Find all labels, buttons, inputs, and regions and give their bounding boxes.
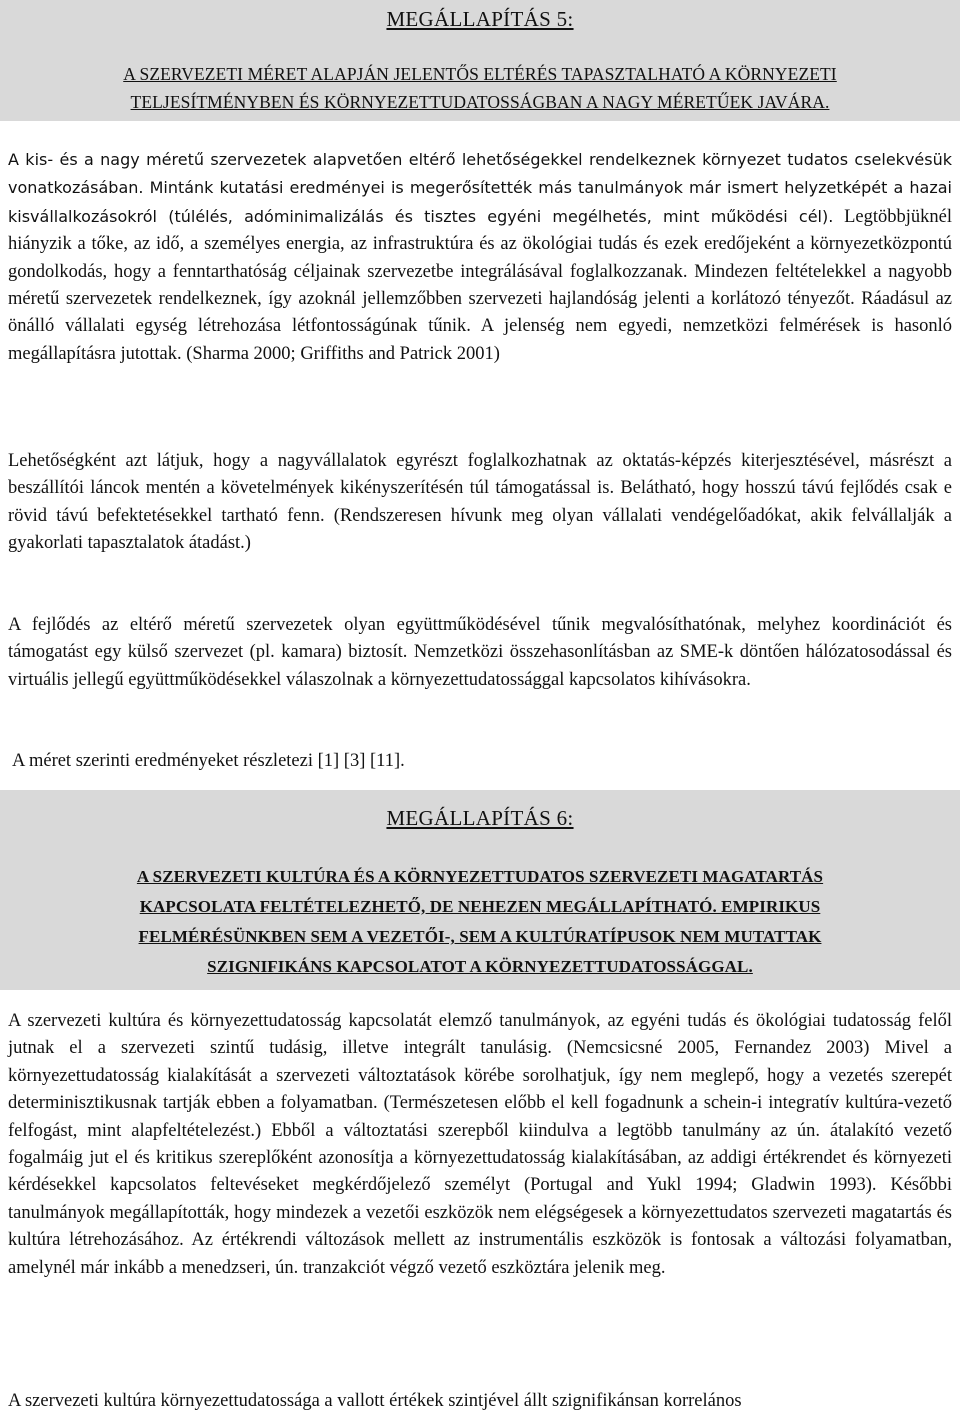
finding-5-title-line-2: TELJESÍTMÉNYBEN ÉS KÖRNYEZETTUDATOSSÁGBAN A NAGY MÉRETŰEK JAVÁRA. [130, 92, 830, 112]
finding-5-heading: MEGÁLLAPÍTÁS 5: [386, 7, 574, 31]
finding-5-paragraph-1 [8, 146, 952, 368]
finding-5-paragraph-4: A méret szerinti eredményeket részletezi [1] [3] [11]. [12, 751, 405, 771]
finding-5-paragraph-1-serif-part: Legtöbbjüknél hiányzik a tőke, az idő, a személyes energia, az infrastruktúra és az ökológiai tudás és ezek eredőjeként a környezetközpontú gondolkodás, hogy a fenntarthatóság céljainak szervezetbe integrálásával foglalkozzanak. Mindezen feltételekkel a nagyobb méretű szervezetek rendelkeznek, így azoknál jellemzőbben szervezeti hajlandóság jelenti a korlátozó tényezőt. Ráadásul az önálló vállalati egység létrehozása létfontosságúnak tűnik. A jelenség nem egyedi, nemzetközi felmérések is hasonló megállapításra jutottak. (Sharma 2000; Griffiths and Patrick 2001) [8, 206, 952, 364]
finding-6-title-line-2: KAPCSOLATA FELTÉTELEZHETŐ, DE NEHEZEN MEGÁLLAPÍTHATÓ. EMPIRIKUS [139, 897, 821, 916]
finding-6-title-line-3: FELMÉRÉSÜNKBEN SEM A VEZETŐI-, SEM A KULTÚRATÍPUSOK NEM MUTATTAK [138, 927, 822, 946]
finding-5-title-line-1: A SZERVEZETI MÉRET ALAPJÁN JELENTŐS ELTÉRÉS TAPASZTALHATÓ A KÖRNYEZETI [123, 64, 837, 84]
finding-5-paragraph-2: Lehetőségként azt látjuk, hogy a nagyvállalatok egyrészt foglalkozhatnak az oktatás-képzés kiterjesztésével, másrészt a beszállítói láncok mentén a követelmények kikényszerítésén túl támogatással is. Belátható, hogy hosszú távú fejlődés csak e rövid távú befektetésekkel tartható fenn. (Rendszeresen hívunk meg olyan vállalati vendégelőadókat, akik felvállalják a gyakorlati tapasztalatok átadást.) [8, 451, 952, 554]
finding-6-title-line-4: SZIGNIFIKÁNS KAPCSOLATOT A KÖRNYEZETTUDATOSSÁGGAL. [207, 957, 753, 976]
finding-5-paragraph-3: A fejlődés az eltérő méretű szervezetek olyan együttműködésével tűnik megvalósíthatónak, melyhez koordinációt és támogatást egy külső szervezet (pl. kamara) biztosít. Nemzetközi összehasonlításban az SME-k döntően hálózatosodással és virtuális jellegű együttműködésekkel válaszolnak a környezettudatossággal kapcsolatos kihívásokra. [8, 615, 952, 690]
finding-6-paragraph-2: A szervezeti kultúra környezettudatossága a vallott értékek szintjével állt szignifikánsan korrelános [8, 1391, 742, 1411]
finding-5-paragraph-1-sans-part: A kis- és a nagy méretű szervezetek alapvetően eltérő lehetőségekkel rendelkeznek környezet tudatos cselekvésük vonatkozásában. Mintánk kutatási eredményei is megerősítették más tanulmányok már ismert helyzetképét a hazai kisvállalkozásokról (túlélés, adóminimalizálás és tisztes egyéni megélhetés, mint működési cél). [8, 150, 952, 226]
finding-6-paragraph-1: A szervezeti kultúra és környezettudatosság kapcsolatát elemző tanulmányok, az egyéni tudás és ökológiai tudatosság felől jutnak el a szervezeti szintű tudásig, illetve integrált tanulásig. (Nemcsicsné 2005, Fernandez 2003) Mivel a környezettudatosság kialakítását a szervezeti változtatások körébe sorolhatjuk, így nem meglepő, hogy a vezetés szerepét determinisztikusnak tartják ebben a folyamatban. (Természetesen előbb el kell fogadnunk a schein-i integratív kultúra-vezető felfogást, mint alapfeltételezést.) Ebből a változtatási szerepből kiindulva a legtöbb tanulmány az ún. átalakító vezető fogalmáig jut el és kritikus szereplőként azonosítja a környezettudatosság kialakításában, az addigi értékrendet és környezeti kérdésekkel kapcsolatos feltevéseket megkérdőjelező személyt (Portugal and Yukl 1994; Gladwin 1993). Későbbi tanulmányok megállapították, hogy mindezek a vezetői eszközök nem elégségesek a környezettudatos szervezeti magatartás és kultúra létrehozásához. Az értékrendi változások mellett az instrumentális eszközök is fontosak a változási folyamatban, amelynél már inkább a menedzseri, ún. tranzakciót végző vezető eszköztára jelenik meg. [8, 1011, 952, 1278]
finding-6-heading: MEGÁLLAPÍTÁS 6: [386, 806, 574, 830]
finding-6-title-line-1: A SZERVEZETI KULTÚRA ÉS A KÖRNYEZETTUDATOS SZERVEZETI MAGATARTÁS [136, 867, 824, 886]
